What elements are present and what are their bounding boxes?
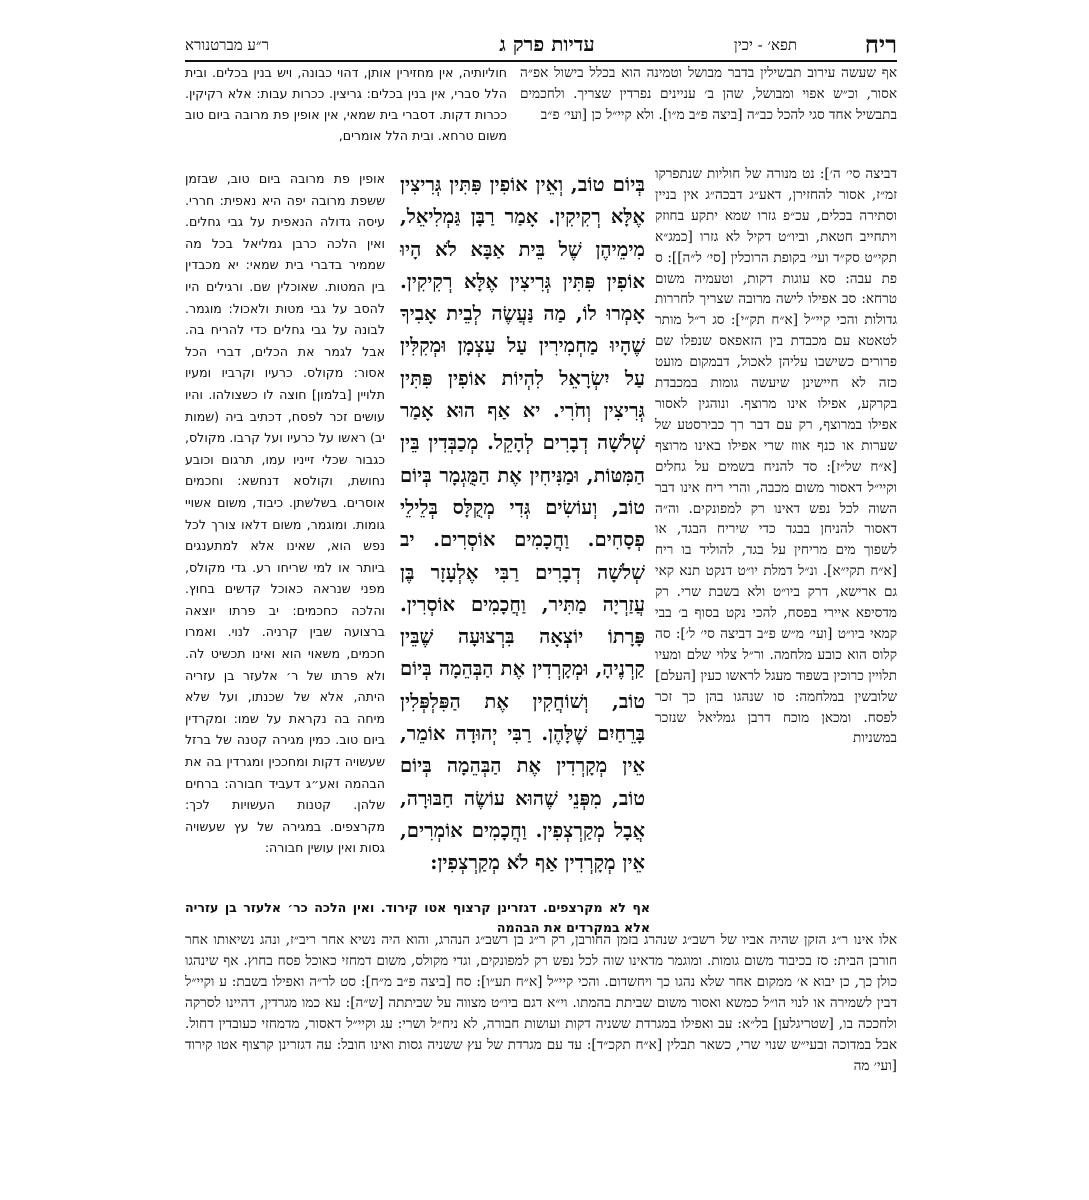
tiferet-commentary-column	[655, 164, 897, 884]
page-header	[185, 30, 897, 62]
bartenura-commentary-column	[185, 168, 385, 888]
commentary-text: חוליותיה, אין מחזירין אותן, דהוי כבונה, ויש בנין בכלים. ובית הלל סברי, אין בנין בכלים: גריצין. ככרות עבות: אלא רקיקין. ככרות דקות. דסברי בית שמאי, אין אופין פת מרובה ביום טוב משום טרחא. ובית הלל אומרים,	[185, 65, 507, 143]
commentary-name: ר״ע מברטנורא	[185, 36, 269, 54]
commentary-range-label: תפא׳ - יכין	[733, 36, 797, 54]
tiferet-commentary-bottom	[185, 930, 897, 1110]
mishnah-body: , וְאֵין אוֹפִין פִּתִּין גְּרִיצִין אֶלָּא רְקִיקִין. אָמַר רַבָּן גַּמְלִיאֵל, מִימֵיהֶן שֶׁל בֵּית אַבָּא לֹא הָיוּ אוֹפִין פִּתִּין גְּרִיצִין אֶלָּא רְקִיקִין. אָמְרוּ לוֹ, מַה נַּעֲשֶׂה לְבֵית אָבִיךָ שֶׁהָיוּ מַחְמִירִין עַל עַצְמָן וּמְקִלִּין עַל יִשְׂרָאֵל לִהְיוֹת אוֹפִין פִּתִּין גְּרִיצִין וְחֹרִי. יא אַף הוּא אָמַר שְׁלֹשָׁה דְבָרִים לְהָקֵל. מְכַבְּדִין בֵּין הַמִּטּוֹת, וּמַנִּיחִין אֶת הַמֻּגְמָר בְּיוֹם טוֹב, וְעוֹשִׂים גְּדִי מְקֻלָּס בְּלֵילֵי פְסָחִים. וַחֲכָמִים אוֹסְרִים. יב שְׁלֹשָׁה דְבָרִים רַבִּי אֶלְעָזָר בֶּן עֲזַרְיָה מַתִּיר, וַחֲכָמִים אוֹסְרִין. פָּרָתוֹ יוֹצְאָה בִּרְצוּעָה שֶׁבֵּין קַרְנֶיהָ, וּמְקָרְדִין אֶת הַבְּהֵמָה בְּיוֹם טוֹב, וְשׁוֹחֲקִין אֶת הַפִּלְפְּלִין בָּרֵחַיִם שֶׁלָּהֶן. רַבִּי יְהוּדָה אוֹמֵר, אֵין מְקָרְדִין אֶת הַבְּהֵמָה בְּיוֹם טוֹב, מִפְּנֵי שֶׁהוּא עוֹשֶׂה חַבּוּרָה, אֲבָל מְקַרְצְפִין. וַחֲכָמִים אוֹמְרִים, אֵין מְקָרְדִין אַף לֹא מְקַרְצְפִין:	[400, 173, 645, 875]
commentary-text: דביצה סי׳ ה׳]: נט מנורה של חוליות שנתפרקו זמ״ז, אסור להחזירן, דאע״ג דבכה״ג אין בניין וסתירה בכלים, עכ״פ גזרו שמא יתקע בחוזק ויתחייב חטאת, וביו״ט דקיל לא גזרו [כמג״א תקי״ט סק״ד ועי׳ בקופת הרוכלין [סי׳ ל״ה]]: ס פת עבה: סא עוגות דקות, וטעמיה משום טרחא: סב אפילו לישה מרובה שצריך לחררות גדולות והכי קיי״ל [א״ח תק״י]: סג ר״ל מותר לטאטא עם מכבדת בין הזאפאס שנפלו שם פרורים כשישבו עליהן לאכול, דבמקום מועט כזה לא חיישינן שיעשה גומות במכבדת בקרקע, אפילו אינו מרוצף. ונוהגין לאסור אפילו במרוצף, רק עם דבר רך כבירסטע של שערות או כנף אווז שרי אפילו באינו מרוצף [א״ח של״ז]: סד להניח בשמים על גחלים וקיי״ל דאסור משום מכבה, והרי ריח אינו דבר השוה לכל נפש דאינו רק למפונקים. וה״ה דאסור להניחן בבגד כדי שיריח הבגד, או לשפוך מים מריחין על בגד, להוליד בו ריח [א״ח תקי״א]. ונ״ל דמלת יו״ט דנקט תנא קאי גם ארישא, דרק ביו״ט ולא בשבת שרי. רק מדסיפא איירי בפסח, להכי נקט בסוף ב׳ בבי קמאי ביו״ט [ועי׳ מ״ש פ״ב דביצה סי׳ ל׳]: סה קלוס הוא כובע מלחמה. ור״ל צלוי שלם ומעיו תלויין כרוכין בשפוד מעגל לראשו כעין [העלם] שלובשין במלחמה: סו שנהגו בהן כך זכר לפסח. ומכאן מוכח דרבן גמליאל שנזכר במשניות	[655, 166, 897, 747]
commentary-text: אופין פת מרובה ביום טוב, שבזמן ששפת מרובה יפה היא נאפית: חררי. עיסה גדולה הנאפית על גבי גחלים. ואין הלכה כרבן גמליאל בכל מה שממיר בדברי בית שמאי: יא מכבדין בין המטות. שאוכלין שם. ורגילים היו להסב על גבי מטות ולאכול: מוגמר. לבונה על גבי גחלים כדי להריח בה. אבל לגמר את הכלים, דברי הכל אסור: מקולס. כרעיו וקרביו ומעיו תלויין [בלמון] חוצה לו כשצולהו. והיו עושים זכר לפסח, דכתיב ביה (שמות יב) ראשו על כרעיו ועל קרבו. מקולס, כגבור שכלי זייניו עמו, תרגום וכובע נחושת, וקולסא דנחשא: וחכמים אוסרים. בשלשתן. כיבוד, משום אשויי גומות. ומוגמר, משום דלאו צורך לכל נפש הוא, שאינו אלא למתענגים ביותר או למי שריחו רע. גדי מקולס, מפני שנראה כאוכל קדשים בחוץ. והלכה כחכמים: יב פרתו יוצאה ברצועה שבין קרניה. לנוי. ואמרו חכמים, משאוי הוא ואינו תכשיט לה. ולא פרתו של ר׳ אלעזר בן עזריה היתה, אלא של שכנתו, ועל שלא מיחה בה נקראת על שמו: ומקרדין ביום טוב. כמין מגירה קטנה של ברזל שעשויה דקות ומחככין ומגרדין בה את הבהמה ואע״ג דעביד חבורה: ברחים שלהן. קטנות העשויות לכך: מקרצפים. במגירה של עץ שעשויה גסות ואין עושין חבורה:	[185, 171, 385, 856]
bartenura-commentary-bottom	[185, 885, 650, 935]
tiferet-commentary-top	[520, 63, 897, 164]
commentary-text: אף שעשה עירוב תבשילין בדבר מבושל וטמינה הוא בכלל בישול אפ״ה אסור, וכ״ש אפוי ומבושל, שהן ב׳ עניינים נפרדין שצריך. ולחכמים בתבשיל אחד סגי להכל כב״ה [ביצה פ״ב מ״ו]. ולא קיי״ל כן [ועי׳ פ״ב	[520, 65, 897, 123]
commentary-text: אלו אינו ר״ג הזקן שהיה אביו של רשב״ג שנהרג בזמן החורבן, רק ר״ג בן רשב״ג הנהרג, והוא היה נשיא אחר ריב״ז, ונהג נשיאותו אחר חורבן הבית: סז בכיבוד משום גומות. ומוגמר מדאינו שוה לכל נפש רק למפונקים, וגדי מקולס, משום דמחזי כאוכל פסח בחוץ. אף שינהגו כולן כך, כן יבוא א׳ ממקום אחר שלא נהגו כך ויחשדום. והכי קיי״ל [א״ח תע״ו]: סח [ביצה פ״ב מ״ח]: סט לר״ה ואפילו בשבת: ע וקיי״ל דבין לשמירה או לנוי הו״ל כמשא ואסור משום שביתת בהמתו. וי״א דגם ביו״ט מצווה על שביתתה [ש״ה]: עא כמו מגרדין, דהיינו לסרקה ולחככה בו, [שטריגלען] בל״א: עב ואפילו במגרדת ששניה דקות ועושות חבורה, לא ניח״ל ושרי: עג וקיי״ל דאסור, מדמחזי כעובדין דחול. אבל במדוכה ובעי״ש שנוי שרי, כשאר תבלין [א״ח תקכ״ד]: עד עם מגרדת של עץ ששניה גסות ואינו חובל: עה דגזרינן קרצוף אטו קירוד [ועי׳ מה	[185, 932, 897, 1074]
mishnah-text	[400, 168, 645, 883]
tractate-chapter-title: עדיות פרק ג	[499, 32, 595, 56]
page-number: ריח	[864, 30, 897, 59]
commentary-text: אף לא מקרצפים. דגזרינן קרצוף אטו קירוד. ואין הלכה כר׳ אלעזר בן עזריה אלא במקרדים את הבהמה	[185, 899, 650, 935]
mishnah-paragraph	[400, 168, 645, 880]
mishnah-lead-words: בְּיוֹם טוֹב	[577, 172, 646, 196]
bartenura-commentary-top	[185, 63, 507, 164]
